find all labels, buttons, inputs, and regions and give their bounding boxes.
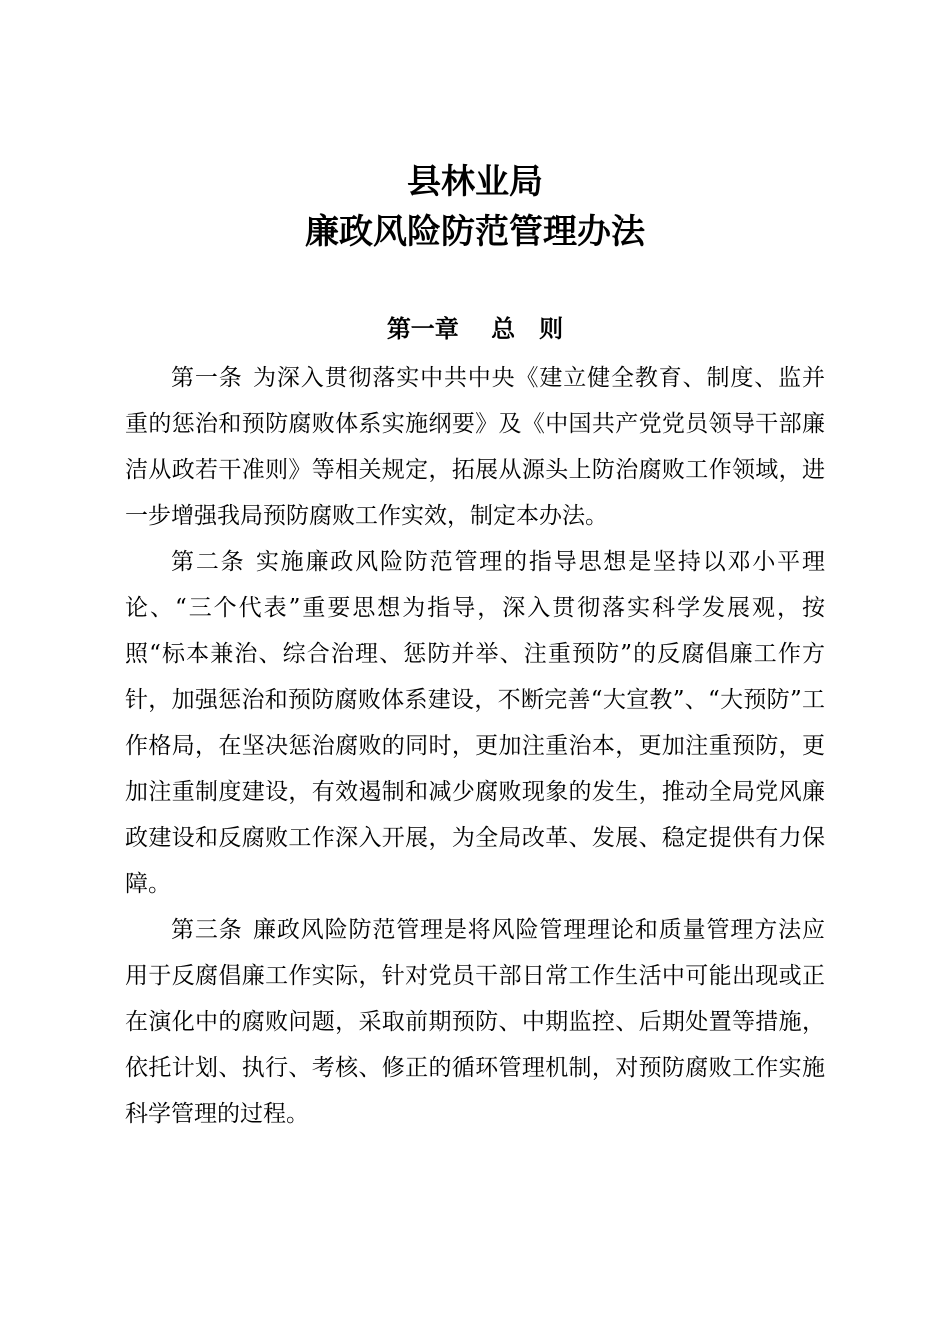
article-3-text: 廉政风险防范管理是将风险管理理论和质量管理方法应用于反腐倡廉工作实际，针对党员干部日常工作生活中可能出现或正在演化中的腐败问题，采取前期预防、中期监控、后期处置等措施，依托计划、执行、考核、修正的循环管理机制，对预防腐败工作实施科学管理的过程。 [125, 917, 826, 1127]
article-3 [125, 907, 825, 1137]
article-1 [125, 355, 825, 539]
article-3-label: 第三条 [171, 917, 243, 943]
article-list [125, 355, 825, 1137]
document-title-line-1: 县林业局 [407, 162, 543, 202]
article-1-label: 第一条 [171, 365, 243, 391]
article-2-label: 第二条 [171, 549, 246, 575]
chapter-heading: 第一章 总 则 [386, 315, 564, 343]
document-title-line-2: 廉政风险防范管理办法 [305, 212, 645, 252]
article-1-text: 为深入贯彻落实中共中央《建立健全教育、制度、监并重的惩治和预防腐败体系实施纲要》及《中国共产党党员领导干部廉洁从政若干准则》等相关规定，拓展从源头上防治腐败工作领域，进一步增强我局预防腐败工作实效，制定本办法。 [125, 365, 826, 529]
article-2 [125, 539, 825, 907]
article-2-text: 实施廉政风险防范管理的指导思想是坚持以邓小平理论、“三个代表”重要思想为指导，深入贯彻落实科学发展观，按照“标本兼治、综合治理、惩防并举、注重预防”的反腐倡廉工作方针，加强惩治和预防腐败体系建设，不断完善“大宣教”、“大预防”工作格局，在坚决惩治腐败的同时，更加注重治本，更加注重预防，更加注重制度建设，有效遏制和减少腐败现象的发生，推动全局党风廉政建设和反腐败工作深入开展，为全局改革、发展、稳定提供有力保障。 [125, 549, 826, 897]
